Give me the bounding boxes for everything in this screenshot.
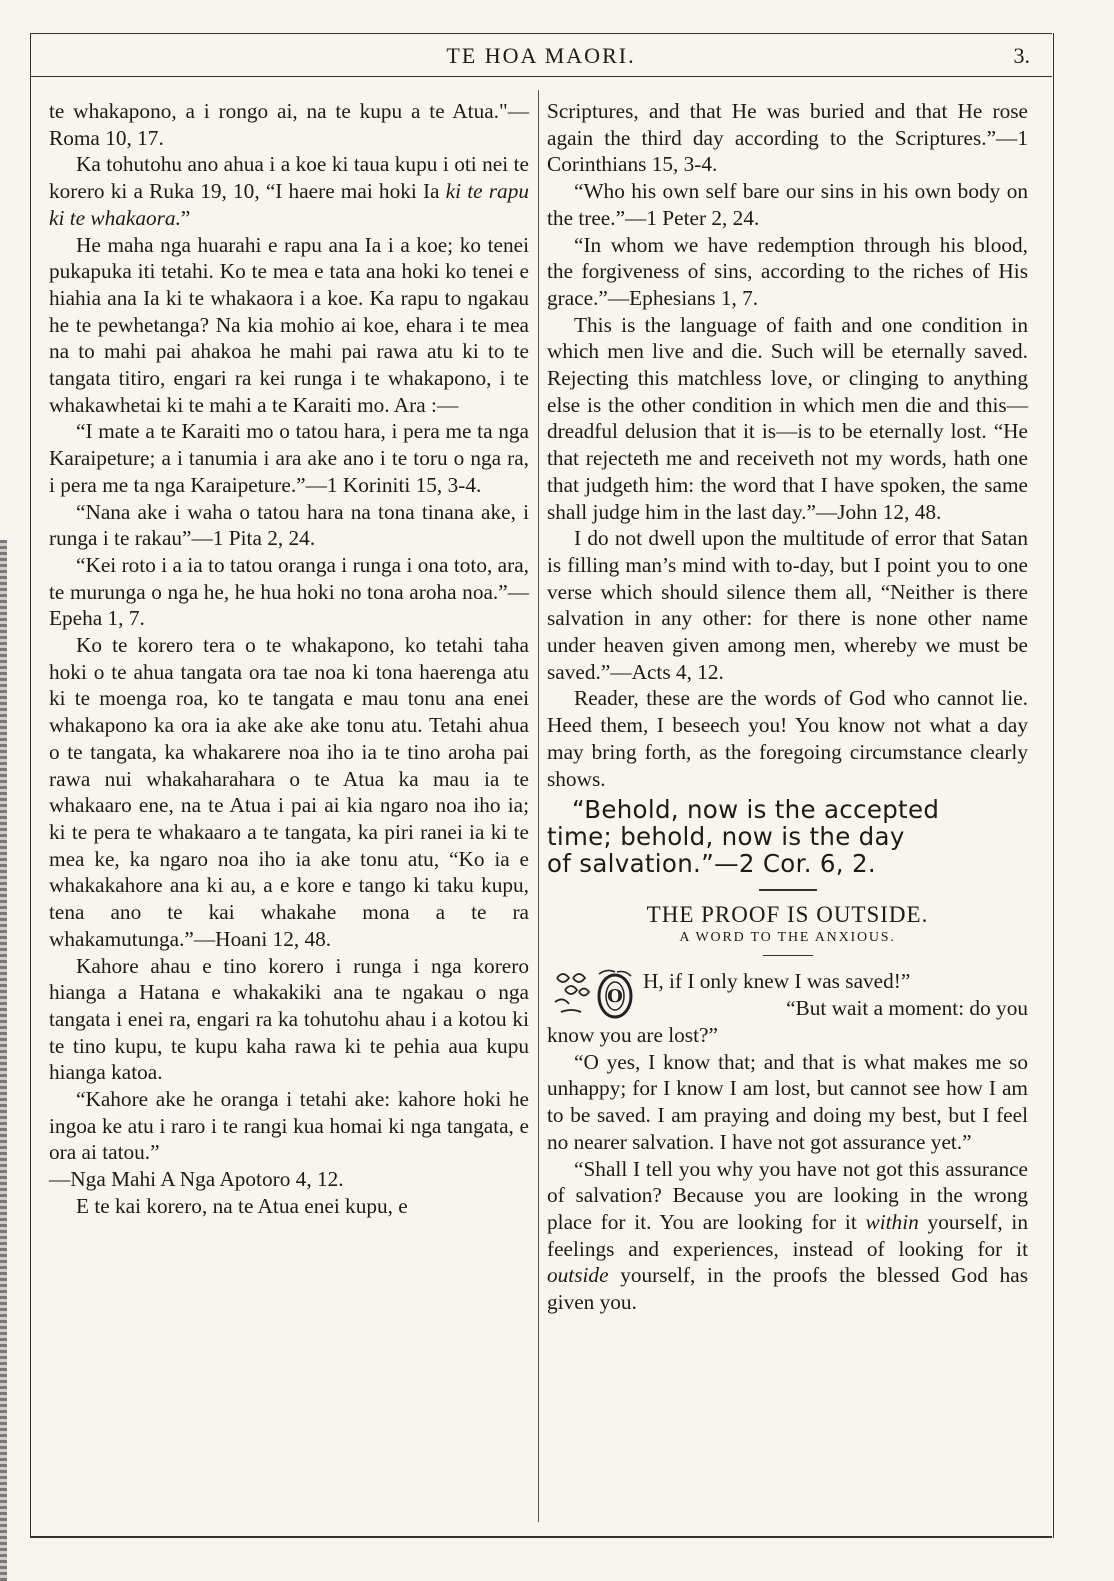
quote-paragraph: “I mate a te Karaiti mo o tatou hara, i pera me ta nga Karaipeture; a i tanumia i ara ake ano i te toru o nga ra, i pera me ta nga Karaipeture.”—1 Koriniti 15, 3-4.: [49, 419, 529, 497]
paragraph: “O yes, I know that; and that is what makes me so unhappy; for I know I am lost, but cannot see how I am to be saved. I am praying and doing my best, but I feel no nearer salvation. I have not got assurance yet.”: [547, 1049, 1028, 1154]
ornamental-dropcap-icon: [551, 968, 641, 1020]
running-header: [30, 33, 1052, 77]
section-rule: [763, 955, 813, 957]
column-divider: [538, 90, 539, 1522]
paragraph: E te kai korero, na te Atua enei kupu, e: [76, 1193, 408, 1218]
quote-paragraph: “Nana ake i waha o tatou hara na tona tinana ake, i runga i te rakau”—1 Pita 2, 24.: [49, 499, 529, 551]
italic-text: outside: [547, 1263, 609, 1288]
italic-text: ki te rapu ki te whakaora.: [49, 179, 529, 230]
callout-line: of salvation.”—2 Cor. 6, 2.: [547, 849, 876, 879]
paragraph: Scriptures, and that He was buried and that He rose again the third day according to the Scriptures.”—1 Corinthians 15, 3-4.: [547, 99, 1028, 177]
dropcap-letter: O: [607, 986, 623, 1008]
paragraph: Ko te korero tera o te whakapono, ko tetahi taha hoki o te ahua tangata ora tae noa ki tona haerenga atu ki te moenga roa, ko te tangata e mau tonu ana enei whakapono ka ora ia ake ake ake tonu atu. Tetahi ahua o te tangata, ka whakarere noa iho ia te tino aroha pai rawa nui whakaharahara o te Atua ka mau ia te whakaaro ene, na te Atua i pai ai kia ngaro noa iho ia; ki te pera te whakaaro a te tangata, ka piri ranei ia ki te mea ke, ka ngaro noa iho ia ake tonu atu, “Ko ia e whakakahore ana ki au, a e kore e tango ki taku kupu, tena ano te kai whakahe mona a te ra whakamutunga.”—Hoani 12, 48.: [49, 633, 529, 951]
paragraph: [49, 151, 529, 231]
scripture-callout: [547, 796, 1028, 877]
paragraph-text: ”: [180, 205, 191, 230]
paragraph: [547, 1156, 1028, 1316]
dropcap-line-text: “But wait a moment: do you: [786, 996, 1028, 1021]
paragraph: te whakapono, a i rongo ai, na te kupu a te Atua."—Roma 10, 17.: [49, 99, 529, 150]
quote-paragraph: “Kei roto i a ia to tatou oranga i runga i ona toto, ara, te murunga o nga he, he hua hoki no tona aroha noa.”—Epeha 1, 7.: [49, 552, 529, 631]
bottom-rule: [30, 1536, 1052, 1538]
paragraph-text: “Shall I tell you why you have not got this assurance of salvation? Because you are looking in the wrong place for it. You are looking for it: [547, 1156, 1028, 1234]
right-column: [547, 98, 1028, 1316]
paragraph-text: yourself, in the proofs the blessed God has given you.: [547, 1263, 1028, 1315]
page-number: 3.: [1013, 43, 1030, 68]
dropcap-first-line: [547, 968, 1028, 1008]
section-subtitle: A WORD TO THE ANXIOUS.: [679, 929, 896, 945]
scripture-reference: —Nga Mahi A Nga Apotoro 4, 12.: [49, 1167, 344, 1192]
paragraph: Kahore ahau e tino korero i runga i nga korero hianga a Hatana e whakakiki ana te ngakau o nga tangata i enei ra, engari ra ka tohutohu ahau i a kotou ki te tino kupu, te kupu kaha rawa ki te pehia aua kupu hianga katoa.: [49, 953, 529, 1085]
running-title: TE HOA MAORI.: [446, 43, 636, 68]
paragraph-text: yourself, in feelings and experiences, instead of looking for it: [547, 1209, 1028, 1261]
paragraph: This is the language of faith and one condition in which men live and die. Such will be eternally saved. Rejecting this matchless love, or clinging to anything else is the other condition in which men die and this—dreadful delusion that it is—is to be eternally lost. “He that rejecteth me and receiveth not my words, hath one that judgeth him: the word that I have spoken, the same shall judge him in the last day.”—John 12, 48.: [547, 312, 1028, 524]
paragraph-text: Ka tohutohu ano ahua i a koe ki taua kupu i oti nei te korero ki a Ruka 19, 10, “I haere mai hoki Ia: [49, 152, 529, 204]
quote-paragraph: “Kahore ake he oranga i tetahi ake: kahore hoki he ingoa ke atu i raro i te rangi kua homai ki nga tangata, e ora ai tatou.”: [49, 1087, 529, 1165]
scan-edge: [0, 540, 7, 1581]
section-rule: [759, 889, 817, 891]
paragraph: He maha nga huarahi e rapu ana Ia i a koe; ko tenei pukapuka iti tetahi. Ko te mea e tata ana hoki ko tenei e hiahia ana Ia ki te whakaora i a koe. Ka rapu to ngakau he te pewhetanga? Na kia mohio ai koe, ehara i te mea na to mahi pai ahakoa he mahi pai rawa atu ki to te tangata titiro, engari ra kei runga i te whakapono, i te whakawhetai ki te mahi a te Karaiti mo. Ara :—: [49, 232, 529, 417]
paragraph: know you are lost?”: [547, 1022, 718, 1047]
paragraph: I do not dwell upon the multitude of error that Satan is filling man’s mind with to-day, but I point you to one verse which should silence them all, “Neither is there salvation in any other: for there is none other name under heaven given among men, whereby we must be saved.”—Acts 4, 12.: [547, 526, 1028, 684]
paragraph: Reader, these are the words of God who cannot lie. Heed them, I beseech you! You know not what a day may bring forth, as the foregoing circumstance clearly shows.: [547, 686, 1028, 791]
quote-paragraph: “In whom we have redemption through his blood, the forgiveness of sins, according to the riches of His grace.”—Ephesians 1, 7.: [547, 232, 1028, 310]
callout-line: “Behold, now is the accepted: [572, 795, 940, 825]
callout-line: time; behold, now is the day: [547, 822, 905, 852]
italic-text: within: [865, 1209, 919, 1234]
dropcap-line-text: H, if I only knew I was saved!”: [643, 969, 911, 994]
left-column: [49, 98, 529, 1220]
section-title: THE PROOF IS OUTSIDE.: [646, 901, 929, 927]
quote-paragraph: “Who his own self bare our sins in his own body on the tree.”—1 Peter 2, 24.: [547, 179, 1028, 230]
